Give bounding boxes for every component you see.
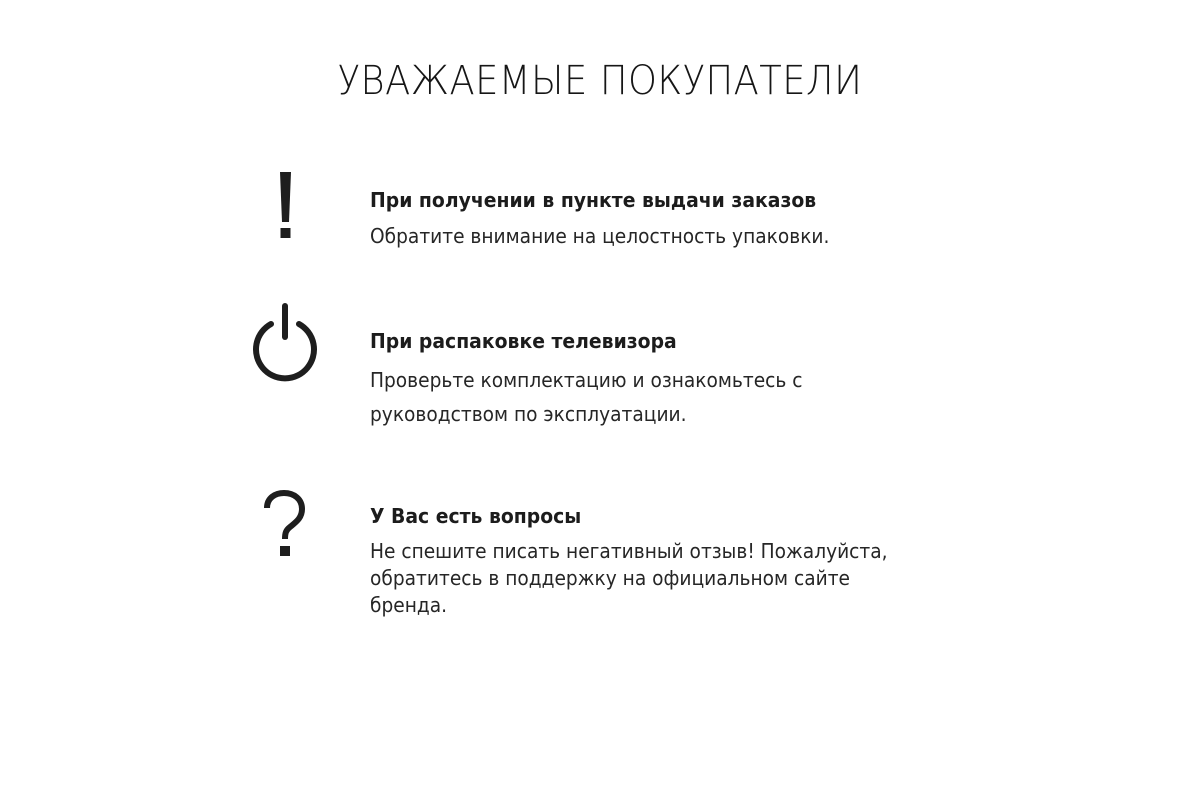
- notice-item-line: руководством по эксплуатации.: [370, 402, 687, 426]
- notice-item-text: [370, 363, 803, 431]
- notice-item-line: обратитесь в поддержку на официальном сайте: [370, 566, 850, 590]
- notice-item-line: Не спешите писать негативный отзыв! Пожалуйста,: [370, 539, 888, 563]
- notice-item-text: [370, 538, 888, 619]
- notice-item-line: Проверьте комплектацию и ознакомьтесь с: [370, 368, 803, 392]
- page-title: УВАЖАЕМЫЕ ПОКУПАТЕЛИ: [337, 58, 863, 104]
- power-icon: [249, 300, 321, 384]
- notice-item-title: При получении в пункте выдачи заказов: [370, 188, 817, 212]
- notice-item-title: У Вас есть вопросы: [370, 504, 582, 528]
- notice-item-text: [370, 223, 829, 249]
- notice-item-line: бренда.: [370, 593, 448, 617]
- notice-item-line: Обратите внимание на целостность упаковки.: [370, 224, 830, 248]
- notice-item-title: При распаковке телевизора: [370, 329, 677, 353]
- question-icon: [260, 490, 310, 562]
- exclamation-icon: [276, 170, 296, 242]
